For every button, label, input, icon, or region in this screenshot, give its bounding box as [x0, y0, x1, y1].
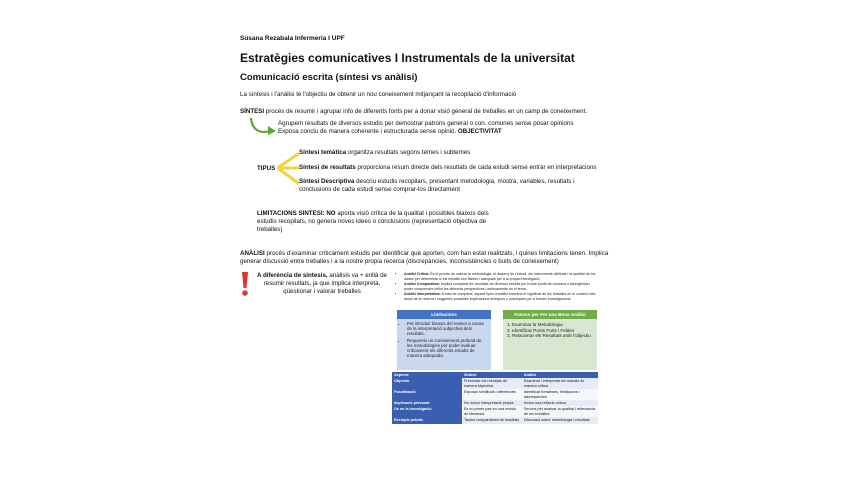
- sintesi-definition: [240, 108, 620, 116]
- analysis-type-item: [404, 282, 598, 291]
- limitation-item: • Pot introduir biaixos del revisor a causa de la interpretació subjectiva dels resultats.: [407, 321, 488, 337]
- step-item: 2. Identificar Punts Forts i Febles: [507, 327, 575, 333]
- sintesi-cell: Presentar els resultats de manera objectiva: [462, 378, 522, 389]
- limitations-box-body: [397, 319, 491, 358]
- tipus-text: descriu estudis recopilars, presentant metodologia, mostra, variables, resultats i conclusions de cada estudi sense comprar-los directament: [299, 178, 575, 193]
- analisi-definition: [240, 250, 620, 266]
- step-item: 3. Relacionar els Resultats amb l'objectiu: [507, 333, 591, 339]
- objectivitat-label: OBJECTIVITAT: [457, 128, 502, 135]
- analysis-type-text: Implica comparar els resultats de diversos estudis per trobar punts de consens o divergència i poder comprendre millor les diferents perspectives i enfocaments en el tema.: [404, 282, 591, 291]
- sintesi-cell: No inclou interpretació pròpia: [462, 400, 522, 406]
- analisi-cell: Identificar fortaleses, limitacions i discrepàncies: [522, 389, 598, 400]
- analysis-type-item: [404, 292, 598, 301]
- sintesi-detail-2-text: Exposa conclu de manera coherente i estructurada sense opinió.: [278, 128, 458, 135]
- sintesi-label: SÍNTESI: [240, 108, 265, 115]
- analysis-type-text: És el procés de valorar la metodologia, el disseny de l'estudi, els instruments utilitzats i la qualitat de les dades per determinar si els treballs són fiables i adequats per a la pròpia investigació.: [404, 272, 596, 281]
- limitation-item: • Requereix un coneixement profund de les metodologies per poder avaluar críticament els diferents estudis de manera adequada.: [407, 338, 488, 359]
- tipus-item-tematica: [299, 149, 609, 157]
- section-subtitle: Comunicació escrita (síntesi vs anàlisi): [240, 72, 418, 83]
- tipus-label: TIPUS: [257, 165, 276, 172]
- difference-bold: A diferència de síntesis,: [257, 272, 328, 279]
- aspect-cell: Focalització: [392, 389, 462, 400]
- aspect-cell: Implicació personal: [392, 400, 462, 406]
- table-header-cell: Aspecte: [392, 372, 462, 378]
- analisi-cell: Examinar i interpretar els estudis de manera crítica: [522, 378, 598, 389]
- sintesi-definition-text: procés de resumir i agrupar info de diferents fonts per a donar visió general de treballes en un camp de coneixement.: [264, 108, 588, 115]
- difference-note: [257, 272, 387, 296]
- sintesi-detail-1: Agrupem resultats de diversos estudis per demostrar patrons general o con. comunes sense posar opinions: [278, 120, 574, 127]
- limitacions-sintesi: [257, 210, 502, 234]
- brace-lines-icon: [276, 151, 300, 187]
- analysis-type-text: A més de comparar, aquest tipus d'anàlisi examina el significat de les troballes en el context més ampli de la recerca i suggereix possibles implicacions teòriques o pràctiques per a futures investigacions.: [404, 292, 596, 301]
- table-row: [392, 378, 598, 389]
- sintesi-details: [278, 120, 618, 136]
- table-header-cell: Síntesi: [462, 372, 522, 378]
- steps-box-title: Passos per Per una Bona Anàlisi: [503, 310, 597, 319]
- analisi-cell: Serveix per avaluar la qualitat i rellevància de les troballes: [522, 406, 598, 417]
- analisi-cell: Discussió sobre metodologia i resultats: [522, 417, 598, 423]
- difference-text: anàlisis va + enllà de resumir resultats, ja que implica interpreta, qüestionar i valorar treballes: [263, 272, 387, 295]
- analysis-types-list: [396, 272, 598, 303]
- table-row: [392, 406, 598, 417]
- tipus-name: Síntesi de resultats: [299, 164, 356, 171]
- analisi-label: ANÀLISI: [240, 250, 265, 257]
- tipus-item-descriptiva: [299, 178, 589, 194]
- aspect-cell: Objectiu: [392, 378, 462, 389]
- comparison-table: [392, 372, 598, 424]
- tipus-text: organitza resultats segons temes i subtemes: [346, 149, 471, 156]
- tipus-item-resultats: [299, 164, 609, 172]
- step-text: Identificar Punts Forts i Febles: [512, 327, 575, 333]
- limitacions-text: aporta visió crítica de la qualitat i possibles biaixos dels estudis recopilats, no genera noves idees o conclusions (representació objectiva de treballes): [257, 210, 489, 233]
- analysis-type-item: [404, 272, 598, 281]
- intro-text: La síntesis i l'anàlisi té l'objectiu de obtenir un nou coneixement mitjançant la recopilació d'informació: [240, 91, 517, 98]
- analysis-type-name: Anàlisi Interpretativa:: [404, 292, 441, 297]
- curved-arrow-icon: [248, 116, 278, 138]
- exclamation-icon: [239, 271, 251, 297]
- sintesi-cell: Exposar similituds i diferències: [462, 389, 522, 400]
- tipus-name: Síntesi Descriptiva: [299, 178, 355, 185]
- step-text: Examinar la Metodologia: [512, 322, 563, 327]
- analysis-type-name: Anàlisi Crítica:: [404, 272, 430, 276]
- table-row: [392, 417, 598, 423]
- steps-box: [503, 310, 597, 370]
- limitations-box-title: Limitacions: [397, 310, 491, 319]
- step-text: Relacionar els Resultats amb l'objectiu: [512, 333, 591, 339]
- tipus-text: proporciona resum directe dels resultats de cada estudi sense entrar en interpretacions: [355, 164, 597, 171]
- analisi-cell: Inclou una reflexió crítica: [522, 400, 598, 406]
- sintesi-detail-2: [278, 128, 618, 136]
- page-title: Estratègies comunicatives I Instrumentals de la universitat: [240, 51, 575, 65]
- analisi-definition-text: procés d'examinar críticament estudis per identificar què aporten, com han estat realitzats, i quines limitacions tenen. Implica generar discussió entre treballes i a la nostre propia recerca (discrepàncies, inconsistències o buits de coneixement): [240, 250, 609, 265]
- tipus-name: Síntesi temàtica: [299, 149, 347, 156]
- steps-box-body: [503, 319, 597, 339]
- aspect-cell: Ús en la investigació: [392, 406, 462, 417]
- author-line: Susana Rezabala Infermeria I UPF: [240, 35, 345, 42]
- analysis-type-name: Anàlisi Comparativa:: [404, 282, 440, 287]
- aspect-cell: Exemple pràctic: [392, 417, 462, 423]
- limitations-box: [397, 310, 491, 370]
- limitacions-label: LIMITACIONS SINTESI: NO: [257, 210, 336, 217]
- sintesi-cell: És el primer pas en una revisió de literatura: [462, 406, 522, 417]
- sintesi-cell: Taules comparatives de resultats: [462, 417, 522, 423]
- table-row: [392, 389, 598, 400]
- table-header-cell: Anàlisi: [522, 372, 598, 378]
- step-item: 1. Examinar la Metodologia: [507, 322, 563, 327]
